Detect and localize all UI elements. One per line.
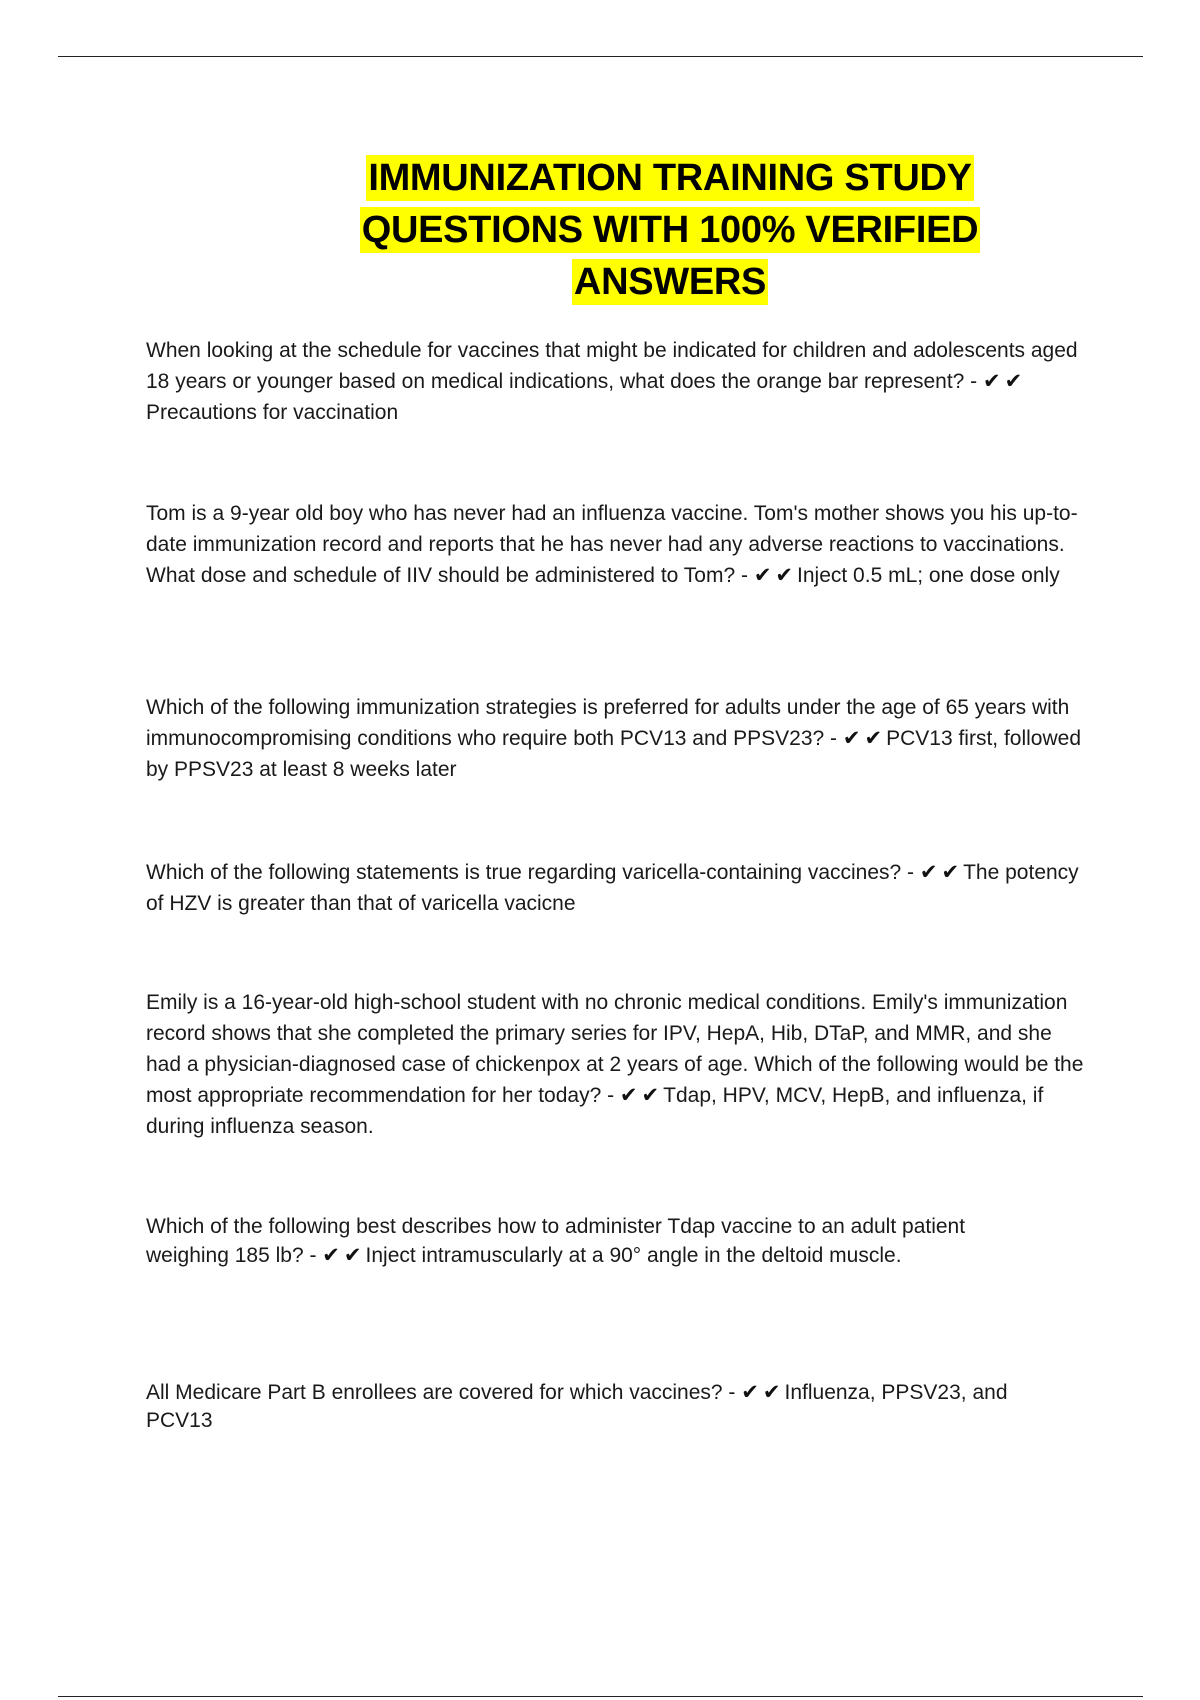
check-icon: ✔	[775, 563, 794, 587]
answer-text: Tdap, HPV, MCV, HepB, and influenza, if during influenza season.	[146, 1084, 1044, 1138]
qa-item-7	[146, 1378, 1046, 1435]
check-icon: ✔	[741, 1380, 759, 1404]
bottom-rule	[58, 1696, 1143, 1697]
check-icon: ✔	[941, 860, 960, 884]
qa-item-6	[146, 1213, 976, 1270]
qa-item-1	[146, 335, 1091, 428]
question-text: All Medicare Part B enrollees are covered for which vaccines? -	[146, 1381, 736, 1404]
qa-item-5	[146, 987, 1091, 1142]
document-title	[330, 152, 1010, 308]
title-line-3: ANSWERS	[573, 261, 767, 303]
check-icon: ✔	[842, 726, 861, 750]
answer-text: PCV13 first, followed by PPSV23 at least 8 weeks later	[146, 727, 1082, 781]
check-icon: ✔	[343, 1243, 362, 1267]
question-text: Tom is a 9-year old boy who has never had an influenza vaccine. Tom's mother shows you his up-to-date immunization record and reports that he has never had any adverse reactions to vaccinations. What dose and schedule of IIV should be administered to Tom? -	[146, 502, 1078, 587]
answer-text: The potency of HZV is greater than that of varicella vacicne	[146, 861, 1079, 915]
check-icon: ✔	[322, 1243, 340, 1267]
check-icon: ✔	[641, 1083, 660, 1107]
check-icon: ✔	[1004, 369, 1023, 393]
check-icon: ✔	[762, 1380, 781, 1404]
check-icon: ✔	[864, 726, 883, 750]
answer-text: Inject 0.5 mL; one dose only	[797, 564, 1060, 587]
title-line-2: QUESTIONS WITH 100% VERIFIED	[361, 209, 979, 251]
qa-item-2	[146, 498, 1091, 591]
question-text: Which of the following best describes how to administer Tdap vaccine to an adult patient weighing 185 lb? -	[146, 1215, 966, 1267]
qa-item-4	[146, 857, 1091, 919]
answer-text: Inject intramuscularly at a 90° angle in the deltoid muscle.	[365, 1244, 902, 1267]
question-text: Emily is a 16-year-old high-school student with no chronic medical conditions. Emily's immunization record shows that she completed the primary series for IPV, HepA, Hib, DTaP, and MMR, and she had a physician-diagnosed case of chickenpox at 2 years of age. Which of the following would be the most appropriate recommendation for her today? -	[146, 991, 1084, 1107]
title-line-1: IMMUNIZATION TRAINING STUDY	[368, 157, 972, 199]
top-rule	[58, 56, 1143, 57]
check-icon: ✔	[919, 860, 938, 884]
question-text: Which of the following statements is true regarding varicella-containing vaccines? -	[146, 861, 915, 884]
answer-text: Precautions for vaccination	[146, 401, 399, 424]
check-icon: ✔	[983, 369, 1001, 393]
question-text: When looking at the schedule for vaccines that might be indicated for children and adolescents aged 18 years or younger based on medical indications, what does the orange bar represent? -	[146, 339, 1078, 393]
answer-text: Influenza, PPSV23, and PCV13	[146, 1381, 1008, 1432]
check-icon: ✔	[753, 563, 772, 587]
qa-item-3	[146, 692, 1091, 785]
check-icon: ✔	[619, 1083, 638, 1107]
question-text: Which of the following immunization strategies is preferred for adults under the age of 65 years with immunocompromising conditions who require both PCV13 and PPSV23? -	[146, 696, 1070, 750]
